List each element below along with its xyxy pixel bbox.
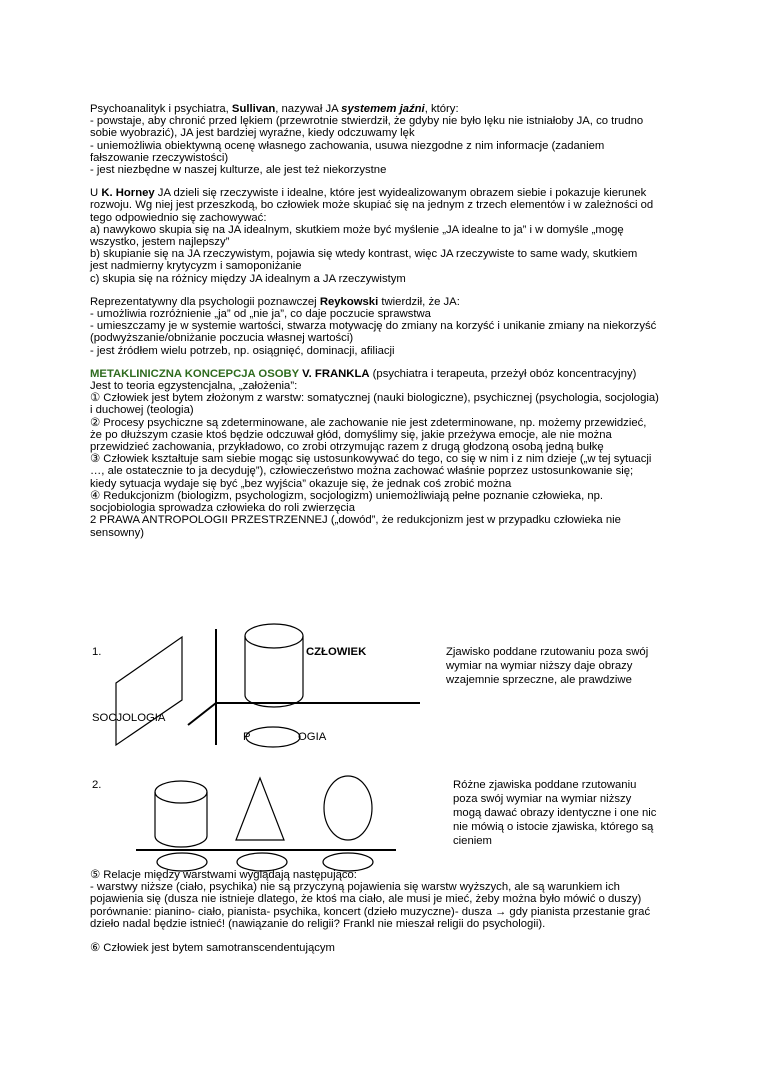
sullivan-term: systemem jaźni (341, 103, 425, 115)
frankl-point-5a: 2 PRAWA ANTROPOLOGII PRZESTRZENNEJ („dowód”, że redukcjonizm jest w przypadku człowieka nie (90, 514, 621, 527)
frankl-point-4a: ④ Redukcjonizm (biologizm, psychologizm, socjologizm) uniemożliwiają pełne poznanie człowieka, np. (90, 489, 604, 502)
figure-1-cylinder-top (245, 624, 303, 648)
frankl-point-5b: sensowny) (90, 526, 144, 539)
figure-2-sphere (324, 776, 372, 840)
figure-1-title: CZŁOWIEK (306, 646, 367, 658)
paragraph-horney (90, 187, 680, 285)
paragraph-frankl (90, 368, 680, 539)
figure-1-drawing (100, 615, 440, 755)
figure-1-label-psychology-start: P (243, 731, 251, 743)
figure-1-axis-diagonal (188, 703, 216, 725)
frankl-point-1b: i duchowej (teologia) (90, 404, 194, 417)
frankl-point-3a: ③ Człowiek kształtuje sam siebie mogąc się ustosunkowywać do tego, co się w nim i z nim dzieje („w tej sytuacji (90, 453, 652, 466)
horney-line-5: wszystko, jestem najlepszy” (90, 236, 230, 249)
section-5-line-1: ⑤ Relacje między warstwami wyglądają następująco: (90, 869, 357, 881)
figure-1-label-sociology: SOCJOLOGIA (92, 712, 166, 724)
horney-line-6: b) skupianie się na JA rzeczywistym, pojawia się wtedy kontrast, więc JA rzeczywiste to same wady, skutkiem (90, 248, 638, 261)
sullivan-line-3: sobie wyobrazić), JA jest bardziej wyraźne, kiedy odczuwamy lęk (90, 127, 415, 140)
reykowski-line-2: - umożliwia rozróżnienie „ja” od „nie ja”, co daje poczucie sprawstwa (90, 308, 431, 321)
frankl-heading-green: METAKLINICZNA KONCEPCJA OSOBY (90, 367, 300, 380)
figure-1-label-psychology-end: OGIA (298, 731, 327, 743)
frankl-point-2b: że po dłuższym czasie ktoś będzie odczuwał głód, domyślimy się, jakie przeżywa emocje, ale nie można (90, 428, 612, 441)
reykowski-line-3: - umieszczamy je w systemie wartości, stwarza motywację do zmiany na korzyść i unikanie zmiany na niekorzyść (90, 320, 657, 333)
document-body (90, 103, 680, 539)
reykowski-name: Reykowski (319, 295, 379, 308)
frankl-point-1a: ① Człowiek jest bytem złożonym z warstw: somatycznej (nauki biologiczne), psychicznej (psychologia, socjologia) (90, 392, 659, 405)
figure-1-ellipse-shadow (246, 727, 300, 747)
frankl-line-2: Jest to teoria egzystencjalna, „założenia”: (90, 380, 298, 393)
section-5-line-5: dzieło nadal będzie istnieć! (nawiązanie do religii? Frankl nie mieszał religii do psychologii). (90, 917, 546, 930)
horney-line-3: tego odpowiednio się zachowywać: (90, 211, 267, 224)
sullivan-line-4: - uniemożliwia obiektywną ocenę własnego zachowania, usuwa niezgodne z nim informacje (zadaniem (90, 139, 605, 152)
section-5 (90, 869, 680, 954)
frankl-heading: METAKLINICZNA KONCEPCJA OSOBY V. FRANKLA (psychiatra i terapeuta, przeżył obóz koncentracyjny) (90, 367, 637, 380)
section-5-line-2: - warstwy niższe (ciało, psychika) nie są przyczyną pojawienia się warstw wyższych, ale są warunkiem ich (90, 881, 620, 894)
figure-2-number: 2. (92, 779, 102, 791)
section-5-line-3: pojawienia się (dusza nie istnieje dlatego, że ktoś ma ciało, ale musi je mieć, żeby można było mówić o duszy) (90, 893, 642, 906)
sullivan-line-5: fałszowanie rzeczywistości) (90, 151, 229, 164)
figure-2-caption: Różne zjawiska poddane rzutowaniu poza swój wymiar na wymiar niższy mogą dawać obrazy identyczne i one nic nie mówią o istocie zjawiska, którego są cieniem (453, 779, 657, 847)
reykowski-line-4: (podwyższanie/obniżanie poczucia własnej wartości) (90, 332, 354, 345)
sullivan-line-2: - powstaje, aby chronić przed lękiem (przewrotnie stwierdził, że gdyby nie było lęku nie istniałoby JA, co trudno (90, 115, 644, 128)
figure-2-drawing (120, 770, 400, 874)
horney-name: K. Horney (101, 187, 155, 200)
horney-line-7: jest nadmierny krytycyzm i samoponiżanie (90, 260, 302, 273)
sullivan-line-1: Psychoanalityk i psychiatra, Sullivan, nazywał JA systemem jaźni, który: (90, 103, 459, 115)
figure-1-plane (116, 637, 182, 745)
figure-2-cylinder-top (155, 781, 207, 803)
horney-line-4: a) nawykowo skupia się na JA idealnym, skutkiem może być myślenie „JA idealne to ja” i w domyśle „mogę (90, 223, 624, 236)
frankl-point-3b: …, ale ostatecznie to ja decyduję”), człowieczeństwo można zachować właśnie poprzez ustosunkowanie się; (90, 465, 634, 478)
sullivan-line-6: - jest niezbędne w naszej kulturze, ale jest też niekorzystne (90, 164, 387, 177)
frankl-name: V. FRANKLA (299, 367, 370, 380)
frankl-point-3c: kiedy sytuacja wydaje się być „bez wyjścia” okazuje się, że jednak coś zrobić można (90, 477, 512, 490)
paragraph-reykowski (90, 296, 680, 357)
horney-line-2: rozwoju. Wg niej jest przeszkodą, bo człowiek może skupiać się na jednym z trzech elementów i w zależności od (90, 199, 654, 212)
sullivan-name: Sullivan (231, 103, 276, 115)
horney-line-1: U K. Horney JA dzieli się rzeczywiste i idealne, które jest wyidealizowanym obrazem siebie i pokazuje kierunek (90, 187, 647, 200)
figure-2-cone (236, 778, 284, 840)
horney-line-8: c) skupia się na różnicy między JA idealnym a JA rzeczywistym (90, 272, 406, 285)
paragraph-sullivan (90, 103, 680, 176)
figure-1-number: 1. (92, 646, 102, 658)
reykowski-line-5: - jest źródłem wielu potrzeb, np. osiągnięć, dominacji, afiliacji (90, 344, 395, 357)
section-5-line-4: porównanie: pianino- ciało, pianista- psychika, koncert (dzieło muzyczne)- dusza → gdy pianista przestanie grać (90, 905, 651, 918)
frankl-point-2a: ② Procesy psychiczne są zdeterminowane, ale zachowanie nie jest zdeterminowane, np. możemy przewidzieć, (90, 416, 647, 429)
figure-1-caption: Zjawisko poddane rzutowaniu poza swój wymiar na wymiar niższy daje obrazy wzajemnie sprzeczne, ale prawdziwe (446, 646, 649, 686)
section-6-line: ⑥ Człowiek jest bytem samotranscendentującym (90, 942, 335, 955)
reykowski-line-1: Reprezentatywny dla psychologii poznawczej Reykowski twierdził, że JA: (90, 295, 460, 308)
frankl-point-4b: socjobiologia sprowadza człowieka do roli zwierzęcia (90, 502, 355, 515)
frankl-point-2c: przewidzieć zachowania, przykładowo, co zrobi otrzymując razem z drugą głodzoną osobą jedną bułkę (90, 441, 604, 454)
